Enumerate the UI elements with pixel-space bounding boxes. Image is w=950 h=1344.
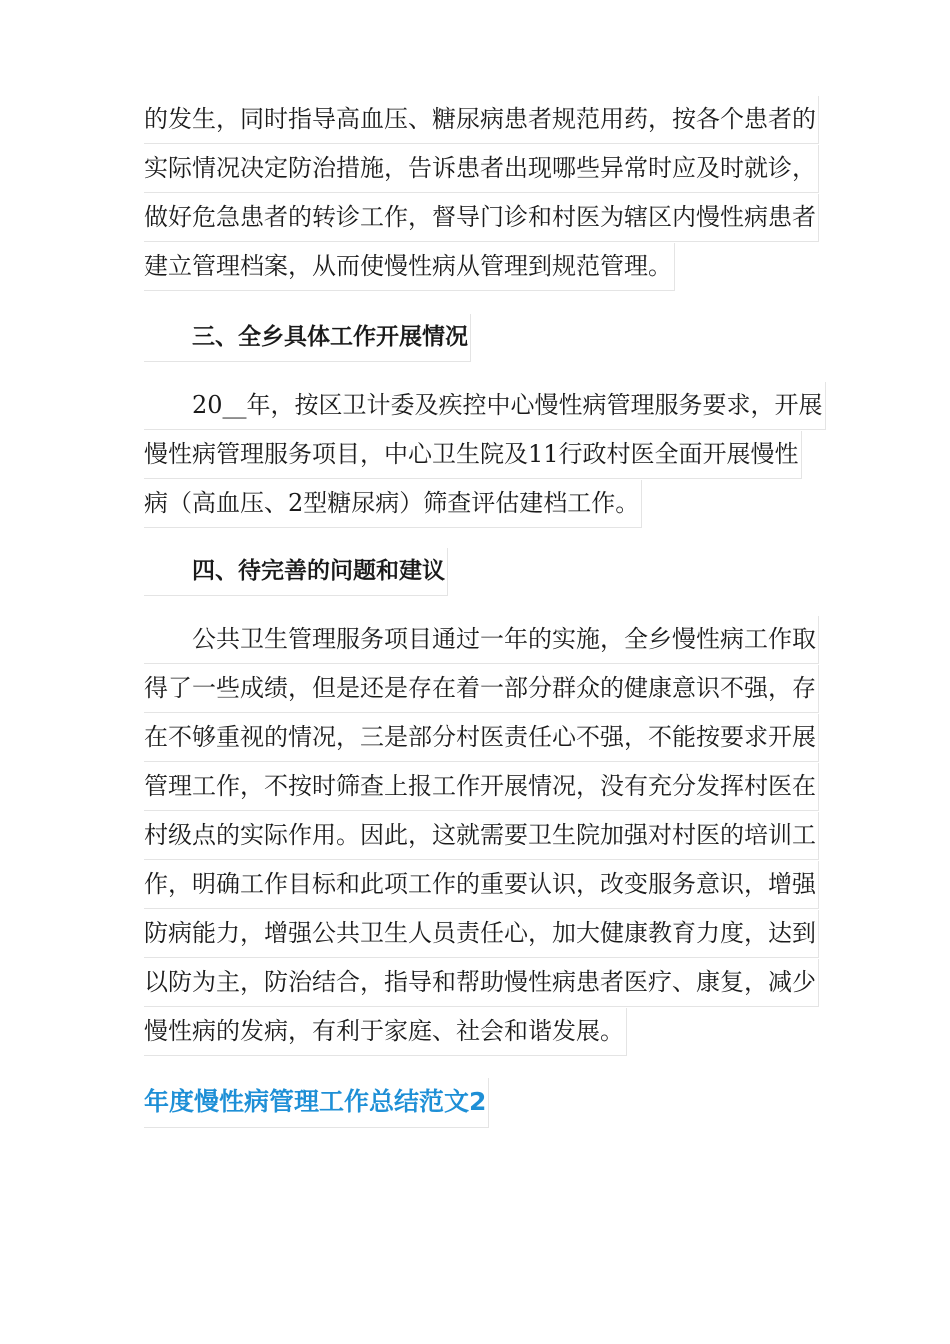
paragraph-line: 病（高血压、2型糖尿病）筛查评估建档工作。: [144, 480, 642, 528]
paragraph-line: 得了一些成绩，但是还是存在着一部分群众的健康意识不强，存: [144, 665, 819, 713]
paragraph-line: 在不够重视的情况，三是部分村医责任心不强，不能按要求开展: [144, 714, 819, 762]
paragraph-line: 20__年，按区卫计委及疾控中心慢性病管理服务要求，开展: [144, 382, 826, 430]
section-heading-4: 四、待完善的问题和建议: [144, 548, 448, 596]
section-heading-3: 三、全乡具体工作开展情况: [144, 314, 471, 362]
paragraph-line: 以防为主，防治结合，指导和帮助慢性病患者医疗、康复，减少: [144, 959, 819, 1007]
paragraph-line: 做好危急患者的转诊工作，督导门诊和村医为辖区内慢性病患者: [144, 194, 819, 242]
article-title: 年度慢性病管理工作总结范文2: [144, 1078, 489, 1128]
paragraph-line: 作，明确工作目标和此项工作的重要认识，改变服务意识，增强: [144, 861, 819, 909]
paragraph-line: 慢性病管理服务项目，中心卫生院及11行政村医全面开展慢性: [144, 431, 802, 479]
paragraph-line: 公共卫生管理服务项目通过一年的实施，全乡慢性病工作取: [144, 616, 819, 664]
paragraph-line: 防病能力，增强公共卫生人员责任心，加大健康教育力度，达到: [144, 910, 819, 958]
paragraph-line: 的发生，同时指导高血压、糖尿病患者规范用药，按各个患者的: [144, 96, 819, 144]
paragraph-line: 慢性病的发病，有利于家庭、社会和谐发展。: [144, 1008, 627, 1056]
paragraph-line: 管理工作，不按时筛查上报工作开展情况，没有充分发挥村医在: [144, 763, 819, 811]
paragraph-line: 建立管理档案，从而使慢性病从管理到规范管理。: [144, 243, 675, 291]
paragraph-line: 村级点的实际作用。因此，这就需要卫生院加强对村医的培训工: [144, 812, 819, 860]
paragraph-line: 实际情况决定防治措施，告诉患者出现哪些异常时应及时就诊，: [144, 145, 819, 193]
